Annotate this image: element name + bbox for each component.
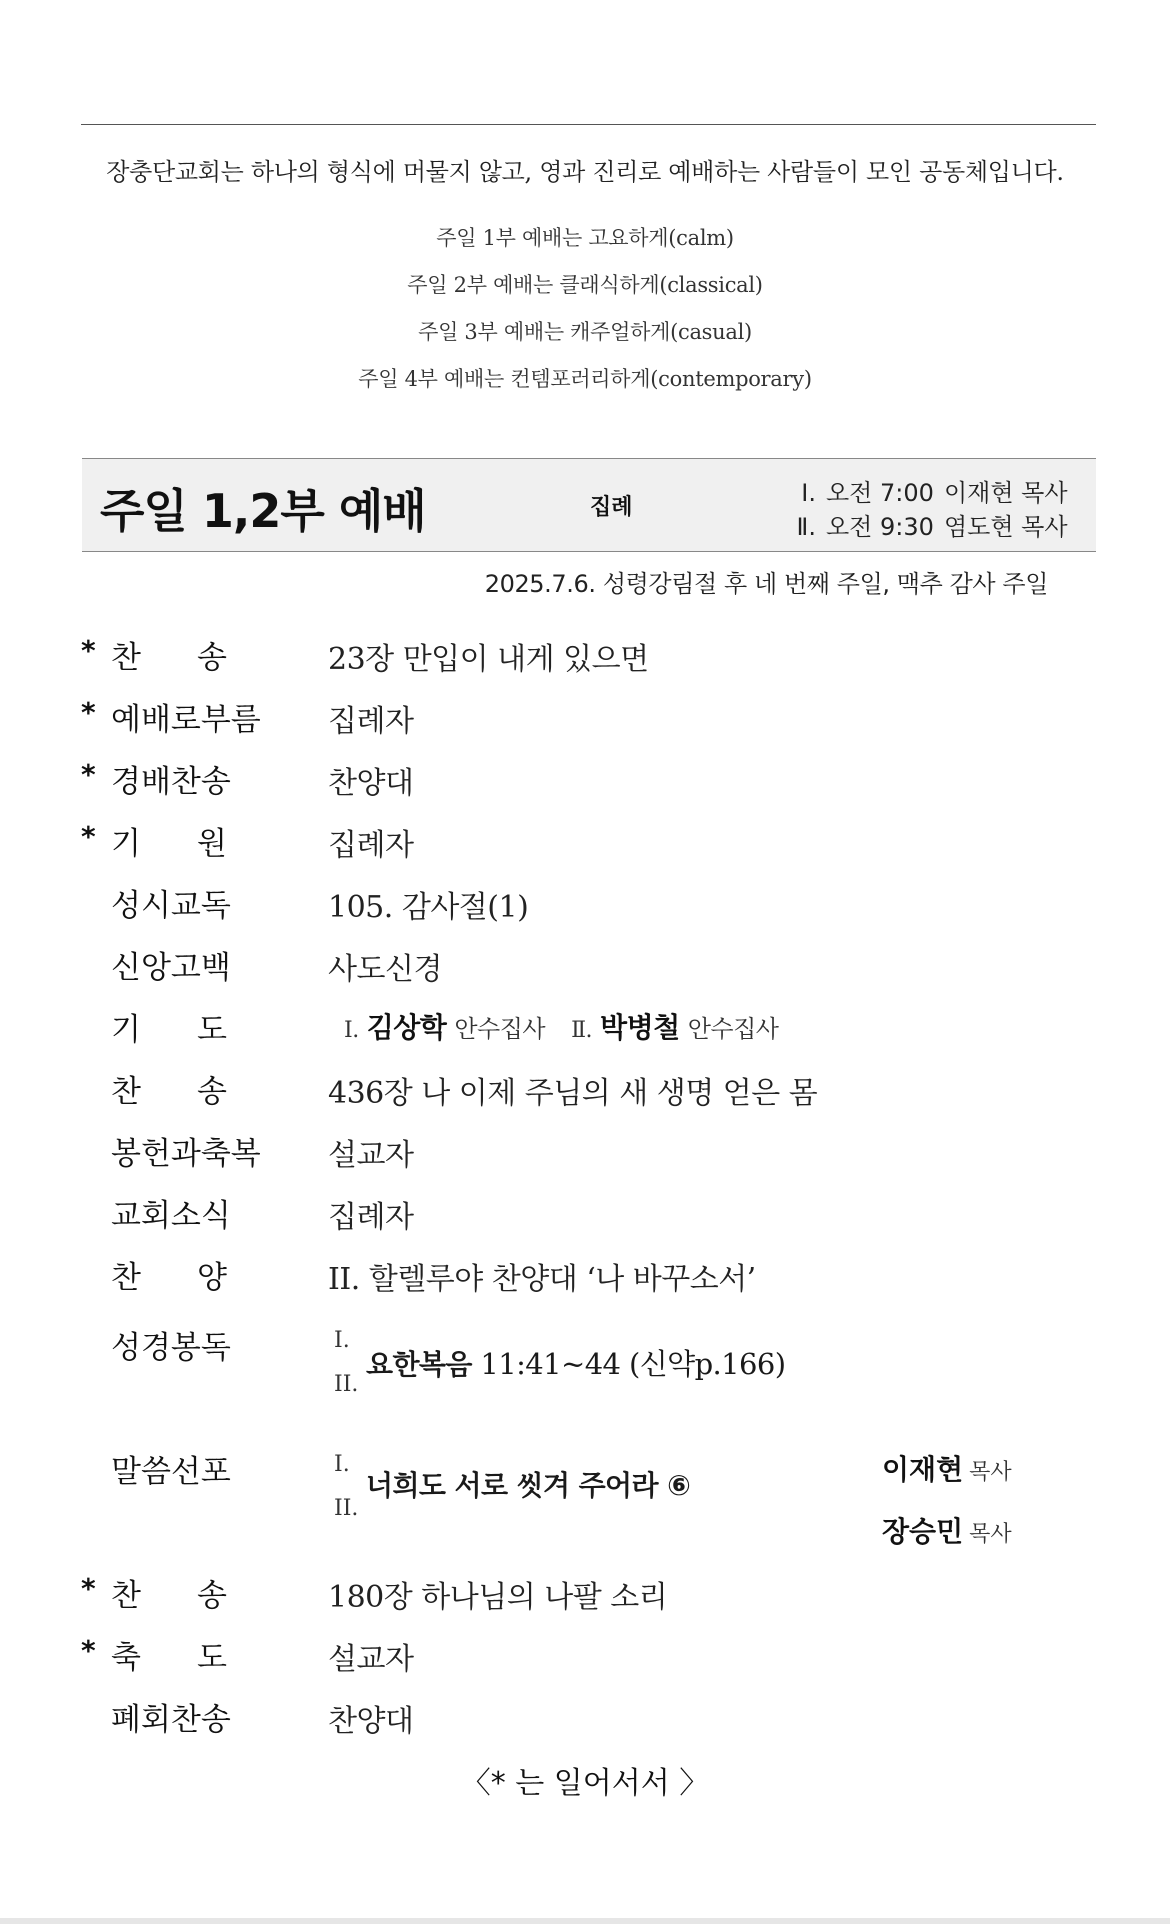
order-label — [111, 694, 261, 739]
service-number: II. — [334, 1496, 359, 1521]
order-label: 성경봉독 — [111, 1330, 231, 1366]
order-item-scripture — [0, 1314, 1170, 1434]
order-label — [111, 880, 231, 925]
order-label-part: 찬 — [111, 1074, 141, 1110]
order-content: II. 할렐루야 찬양대 ‘나 바꾸소서’ — [328, 1262, 756, 1297]
service-time: 오전 7:00 — [826, 479, 934, 507]
order-label-part: 찬 — [111, 640, 141, 676]
order-content: 집례자 — [328, 704, 414, 739]
order-label-part: 신앙고백 — [111, 950, 231, 986]
service-leader: 염도현 목사 — [944, 513, 1068, 541]
scripture-page-ref: (신약p.166) — [629, 1347, 786, 1381]
order-content: 찬양대 — [328, 766, 414, 801]
preacher-title: 목사 — [969, 1522, 1012, 1547]
preacher-2 — [882, 1510, 1012, 1550]
order-label-part: 예배로부름 — [111, 702, 261, 738]
order-label-part: 경배찬송 — [111, 764, 231, 800]
top-divider — [81, 124, 1096, 125]
scripture-reference — [366, 1342, 785, 1383]
order-content: 설교자 — [328, 1642, 414, 1677]
order-content: 설교자 — [328, 1138, 414, 1173]
service-styles-list — [0, 215, 1170, 403]
order-label-part: 송 — [197, 1578, 227, 1614]
service-number: Ⅱ. — [796, 513, 816, 541]
standing-marker: * — [81, 1634, 96, 1667]
prayer-leader-name: 박병철 — [600, 1011, 680, 1044]
order-item — [0, 872, 1170, 934]
order-label — [111, 1632, 227, 1677]
order-content: 180장 하나님의 나팔 소리 — [328, 1580, 668, 1615]
service-number: Ⅰ. — [344, 1018, 359, 1043]
preacher-title: 목사 — [969, 1460, 1012, 1485]
order-content: 105. 감사절(1) — [328, 890, 529, 925]
order-label — [111, 1190, 231, 1235]
service-leader: 이재현 목사 — [944, 479, 1068, 507]
standing-marker: * — [81, 758, 96, 791]
standing-marker: * — [81, 634, 96, 667]
sermon-title: 너희도 서로 씻겨 주어라 ⑥ — [366, 1469, 691, 1502]
bottom-divider — [0, 1918, 1170, 1924]
order-label — [111, 1066, 227, 1111]
order-item — [0, 1182, 1170, 1244]
order-content: 집례자 — [328, 828, 414, 863]
order-content: 23장 만입이 내게 있으면 — [328, 642, 649, 677]
order-label-part: 송 — [197, 1074, 227, 1110]
order-label-part: 찬 — [111, 1578, 141, 1614]
order-item — [0, 624, 1170, 686]
order-label-part: 성시교독 — [111, 888, 231, 924]
preacher-name: 장승민 — [882, 1515, 964, 1548]
order-label-part: 송 — [197, 640, 227, 676]
order-label-part: 봉헌과축복 — [111, 1136, 261, 1172]
service-style-4: 주일 4부 예배는 컨템포러리하게(contemporary) — [358, 367, 812, 391]
order-content: 사도신경 — [328, 952, 442, 987]
order-content: 집례자 — [328, 1200, 414, 1235]
officiate-label: 집례 — [590, 495, 633, 520]
church-intro: 장충단교회는 하나의 형식에 머물지 않고, 영과 진리로 예배하는 사람들이 모인 공동체입니다. — [106, 158, 1064, 186]
standing-marker: * — [81, 820, 96, 853]
order-label-part: 도 — [197, 1640, 227, 1676]
order-item — [0, 748, 1170, 810]
order-item-sermon — [0, 1438, 1170, 1562]
order-label-part: 기 — [111, 1012, 141, 1048]
order-label — [111, 632, 227, 677]
order-label — [111, 1004, 227, 1049]
order-label-part: 축 — [111, 1640, 141, 1676]
service-time-2 — [766, 507, 1068, 542]
order-label-part: 원 — [197, 826, 227, 862]
standing-note: 〈* 는 일어서서 〉 — [460, 1766, 710, 1801]
order-label — [111, 942, 231, 987]
service-style-1: 주일 1부 예배는 고요하게(calm) — [436, 226, 734, 250]
prayer-leaders — [344, 1006, 778, 1046]
order-item — [0, 1686, 1170, 1748]
service-number: II. — [334, 1372, 359, 1397]
service-style-3: 주일 3부 예배는 캐주얼하게(casual) — [418, 320, 752, 344]
order-label-part: 교회소식 — [111, 1198, 231, 1234]
order-label — [111, 756, 231, 801]
order-label: 말씀선포 — [111, 1454, 231, 1490]
service-number: Ⅰ. — [801, 479, 816, 507]
preacher-1 — [882, 1448, 1012, 1488]
standing-marker: * — [81, 1572, 96, 1605]
order-item — [0, 1120, 1170, 1182]
order-label — [111, 1694, 231, 1739]
service-time: 오전 9:30 — [826, 513, 934, 541]
order-label-part: 폐회찬송 — [111, 1702, 231, 1738]
order-item — [0, 1058, 1170, 1120]
order-label — [111, 1570, 227, 1615]
service-number: Ⅱ. — [571, 1018, 593, 1043]
service-number: Ⅰ. — [334, 1328, 350, 1353]
service-title: 주일 1,2부 예배 — [100, 484, 426, 538]
order-item — [0, 934, 1170, 996]
service-time-1 — [766, 473, 1068, 508]
prayer-leader-name: 김상학 — [366, 1011, 447, 1044]
preacher-name: 이재현 — [882, 1453, 964, 1486]
order-item — [0, 1244, 1170, 1306]
scripture-book: 요한복음 — [366, 1348, 472, 1381]
prayer-leader-title: 안수집사 — [454, 1015, 546, 1043]
order-label — [111, 1128, 261, 1173]
order-item — [0, 686, 1170, 748]
order-item — [0, 996, 1170, 1058]
service-style-2: 주일 2부 예배는 클래식하게(classical) — [407, 273, 763, 297]
order-label-part: 기 — [111, 826, 141, 862]
order-label — [111, 818, 227, 863]
prayer-leader-title: 안수집사 — [687, 1015, 779, 1043]
order-item — [0, 1624, 1170, 1686]
order-item — [0, 1562, 1170, 1624]
order-content: 찬양대 — [328, 1704, 414, 1739]
order-content: 436장 나 이제 주님의 새 생명 얻은 몸 — [328, 1076, 818, 1111]
service-number: Ⅰ. — [334, 1452, 350, 1477]
standing-marker: * — [81, 696, 96, 729]
scripture-verse: 11:41~44 — [480, 1347, 621, 1381]
order-label-part: 도 — [197, 1012, 227, 1048]
date-line: 2025.7.6. 성령강림절 후 네 번째 주일, 맥추 감사 주일 — [484, 570, 1048, 598]
order-label-part: 양 — [197, 1260, 227, 1296]
order-label-part: 찬 — [111, 1260, 141, 1296]
order-item — [0, 810, 1170, 872]
order-label — [111, 1252, 227, 1297]
service-header — [82, 458, 1096, 552]
